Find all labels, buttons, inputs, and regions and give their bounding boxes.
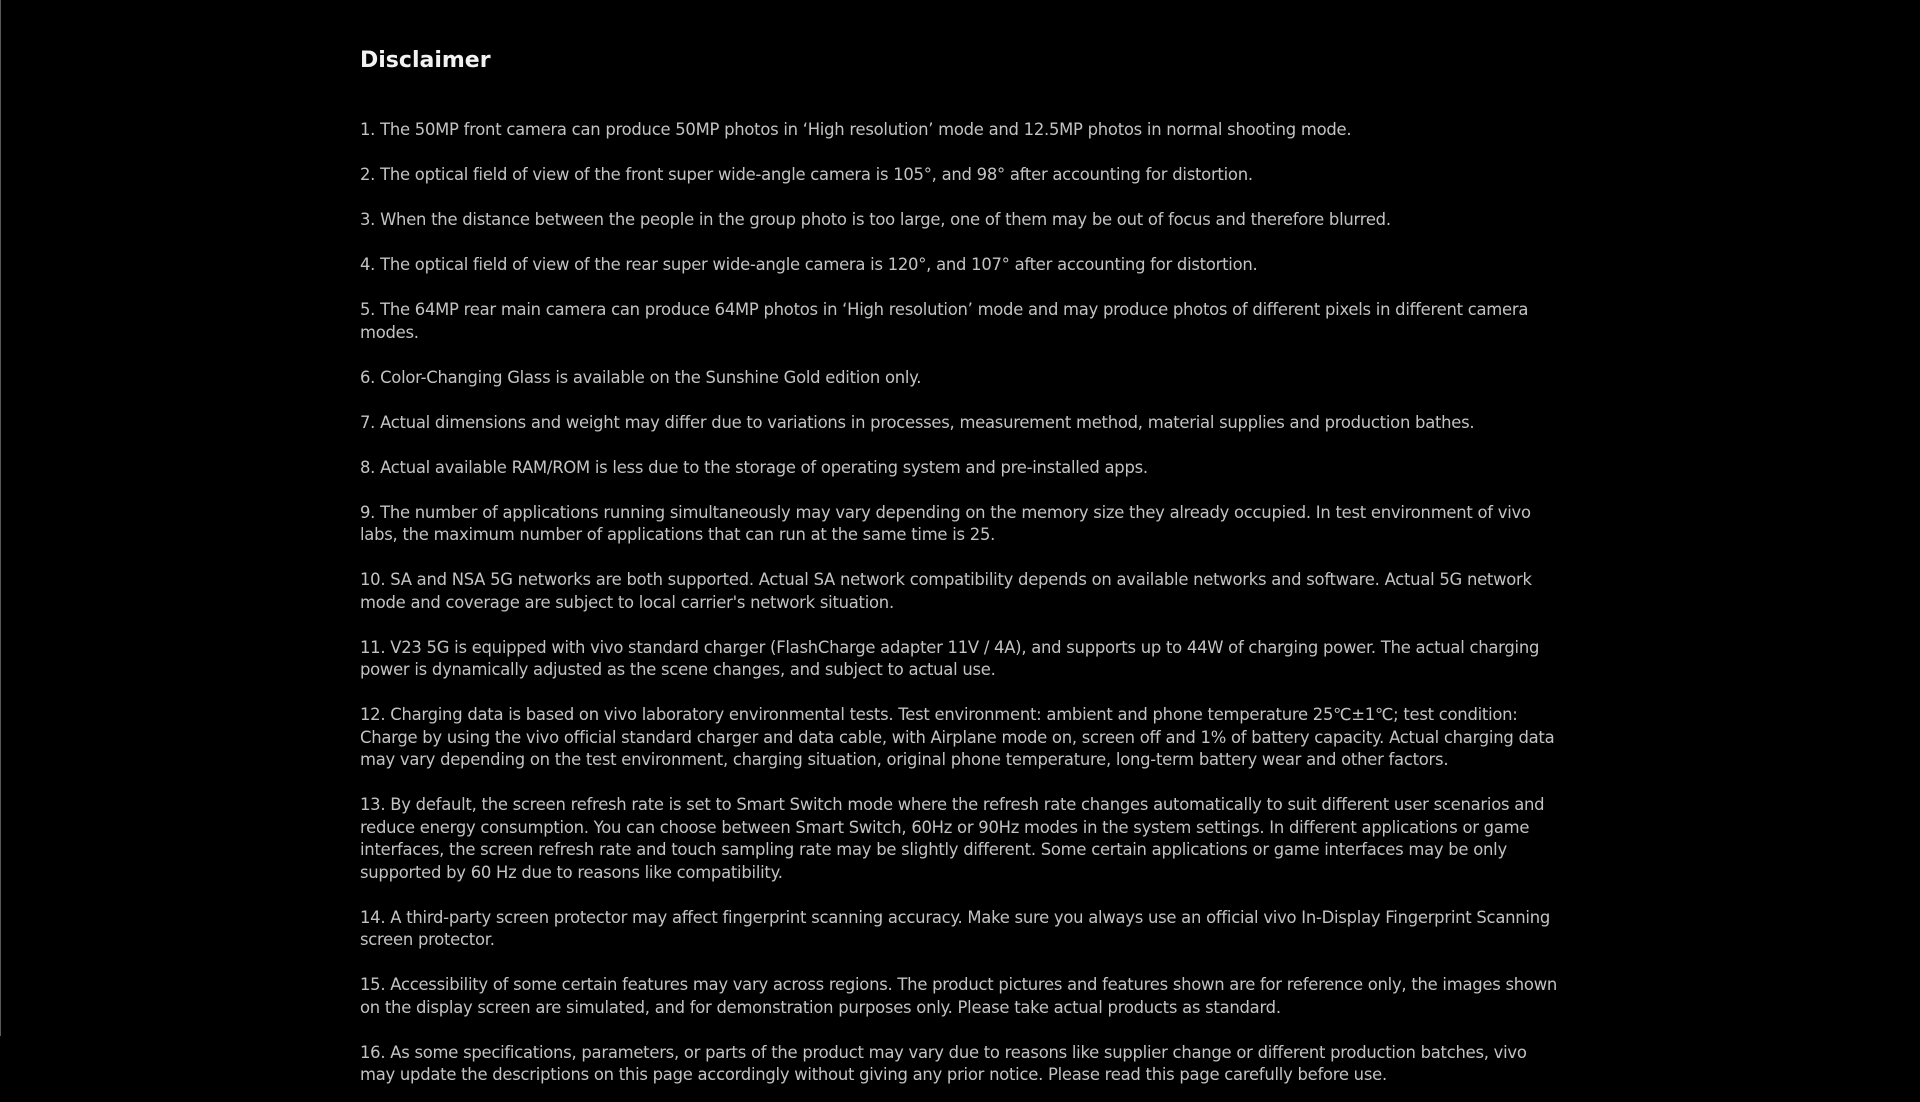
disclaimer-item: 8. Actual available RAM/ROM is less due to the storage of operating system and pre-installed apps. <box>360 457 1148 477</box>
disclaimer-section <box>359 46 1564 1102</box>
disclaimer-title: Disclaimer <box>360 48 491 73</box>
disclaimer-item: 16. As some specifications, parameters, or parts of the product may vary due to reasons like supplier change or different production batches, vivo may update the descriptions on this page accordingly without giving any prior notice. Please read this page carefully before use. <box>360 1042 1527 1084</box>
disclaimer-item: 2. The optical field of view of the front super wide-angle camera is 105°, and 98° after accounting for distortion. <box>360 165 1253 184</box>
disclaimer-item: 7. Actual dimensions and weight may differ due to variations in processes, measurement method, material supplies and production bathes. <box>360 412 1475 432</box>
disclaimer-item: 3. When the distance between the people in the group photo is too large, one of them may be out of focus and therefore blurred. <box>360 210 1391 229</box>
disclaimer-item: 10. SA and NSA 5G networks are both supported. Actual SA network compatibility depends on available networks and software. Actual 5G network mode and coverage are subject to local carrier's network situation. <box>360 570 1532 612</box>
disclaimer-list <box>359 119 1564 1087</box>
disclaimer-item: 1. The 50MP front camera can produce 50MP photos in ‘High resolution’ mode and 12.5MP photos in normal shooting mode. <box>360 120 1352 139</box>
disclaimer-item: 5. The 64MP rear main camera can produce 64MP photos in ‘High resolution’ mode and may produce photos of different pixels in different camera modes. <box>360 300 1529 342</box>
disclaimer-item: 6. Color-Changing Glass is available on the Sunshine Gold edition only. <box>360 367 922 387</box>
disclaimer-item: 14. A third-party screen protector may affect fingerprint scanning accuracy. Make sure you always use an official vivo In-Display Fingerprint Scanning screen protector. <box>360 907 1550 949</box>
disclaimer-item: 13. By default, the screen refresh rate is set to Smart Switch mode where the refresh rate changes automatically to suit different user scenarios and reduce energy consumption. You can choose between Smart Switch, 60Hz or 90Hz modes in the system settings. In different applications or game interfaces, the screen refresh rate and touch sampling rate may be slightly different. Some certain applications or game interfaces may be only supported by 60 Hz due to reasons like compatibility. <box>360 795 1545 882</box>
disclaimer-item: 4. The optical field of view of the rear super wide-angle camera is 120°, and 107° after accounting for distortion. <box>360 255 1258 274</box>
page-left-border <box>0 0 1 1036</box>
disclaimer-item: 11. V23 5G is equipped with vivo standard charger (FlashCharge adapter 11V / 4A), and supports up to 44W of charging power. The actual charging power is dynamically adjusted as the scene changes, and subject to actual use. <box>360 637 1540 679</box>
disclaimer-item: 12. Charging data is based on vivo laboratory environmental tests. Test environment: ambient and phone temperature 25℃±1℃; test condition: Charge by using the vivo official standard charger and data cable, with Airplane mode on, screen off and 1% of battery capacity. Actual charging data may vary depending on the test environment, charging situation, original phone temperature, long-term battery wear and other factors. <box>360 705 1555 769</box>
disclaimer-item: 15. Accessibility of some certain features may vary across regions. The product pictures and features shown are for reference only, the images shown on the display screen are simulated, and for demonstration purposes only. Please take actual products as standard. <box>360 975 1557 1017</box>
disclaimer-item: 9. The number of applications running simultaneously may vary depending on the memory size they already occupied. In test environment of vivo labs, the maximum number of applications that can run at the same time is 25. <box>360 502 1531 544</box>
